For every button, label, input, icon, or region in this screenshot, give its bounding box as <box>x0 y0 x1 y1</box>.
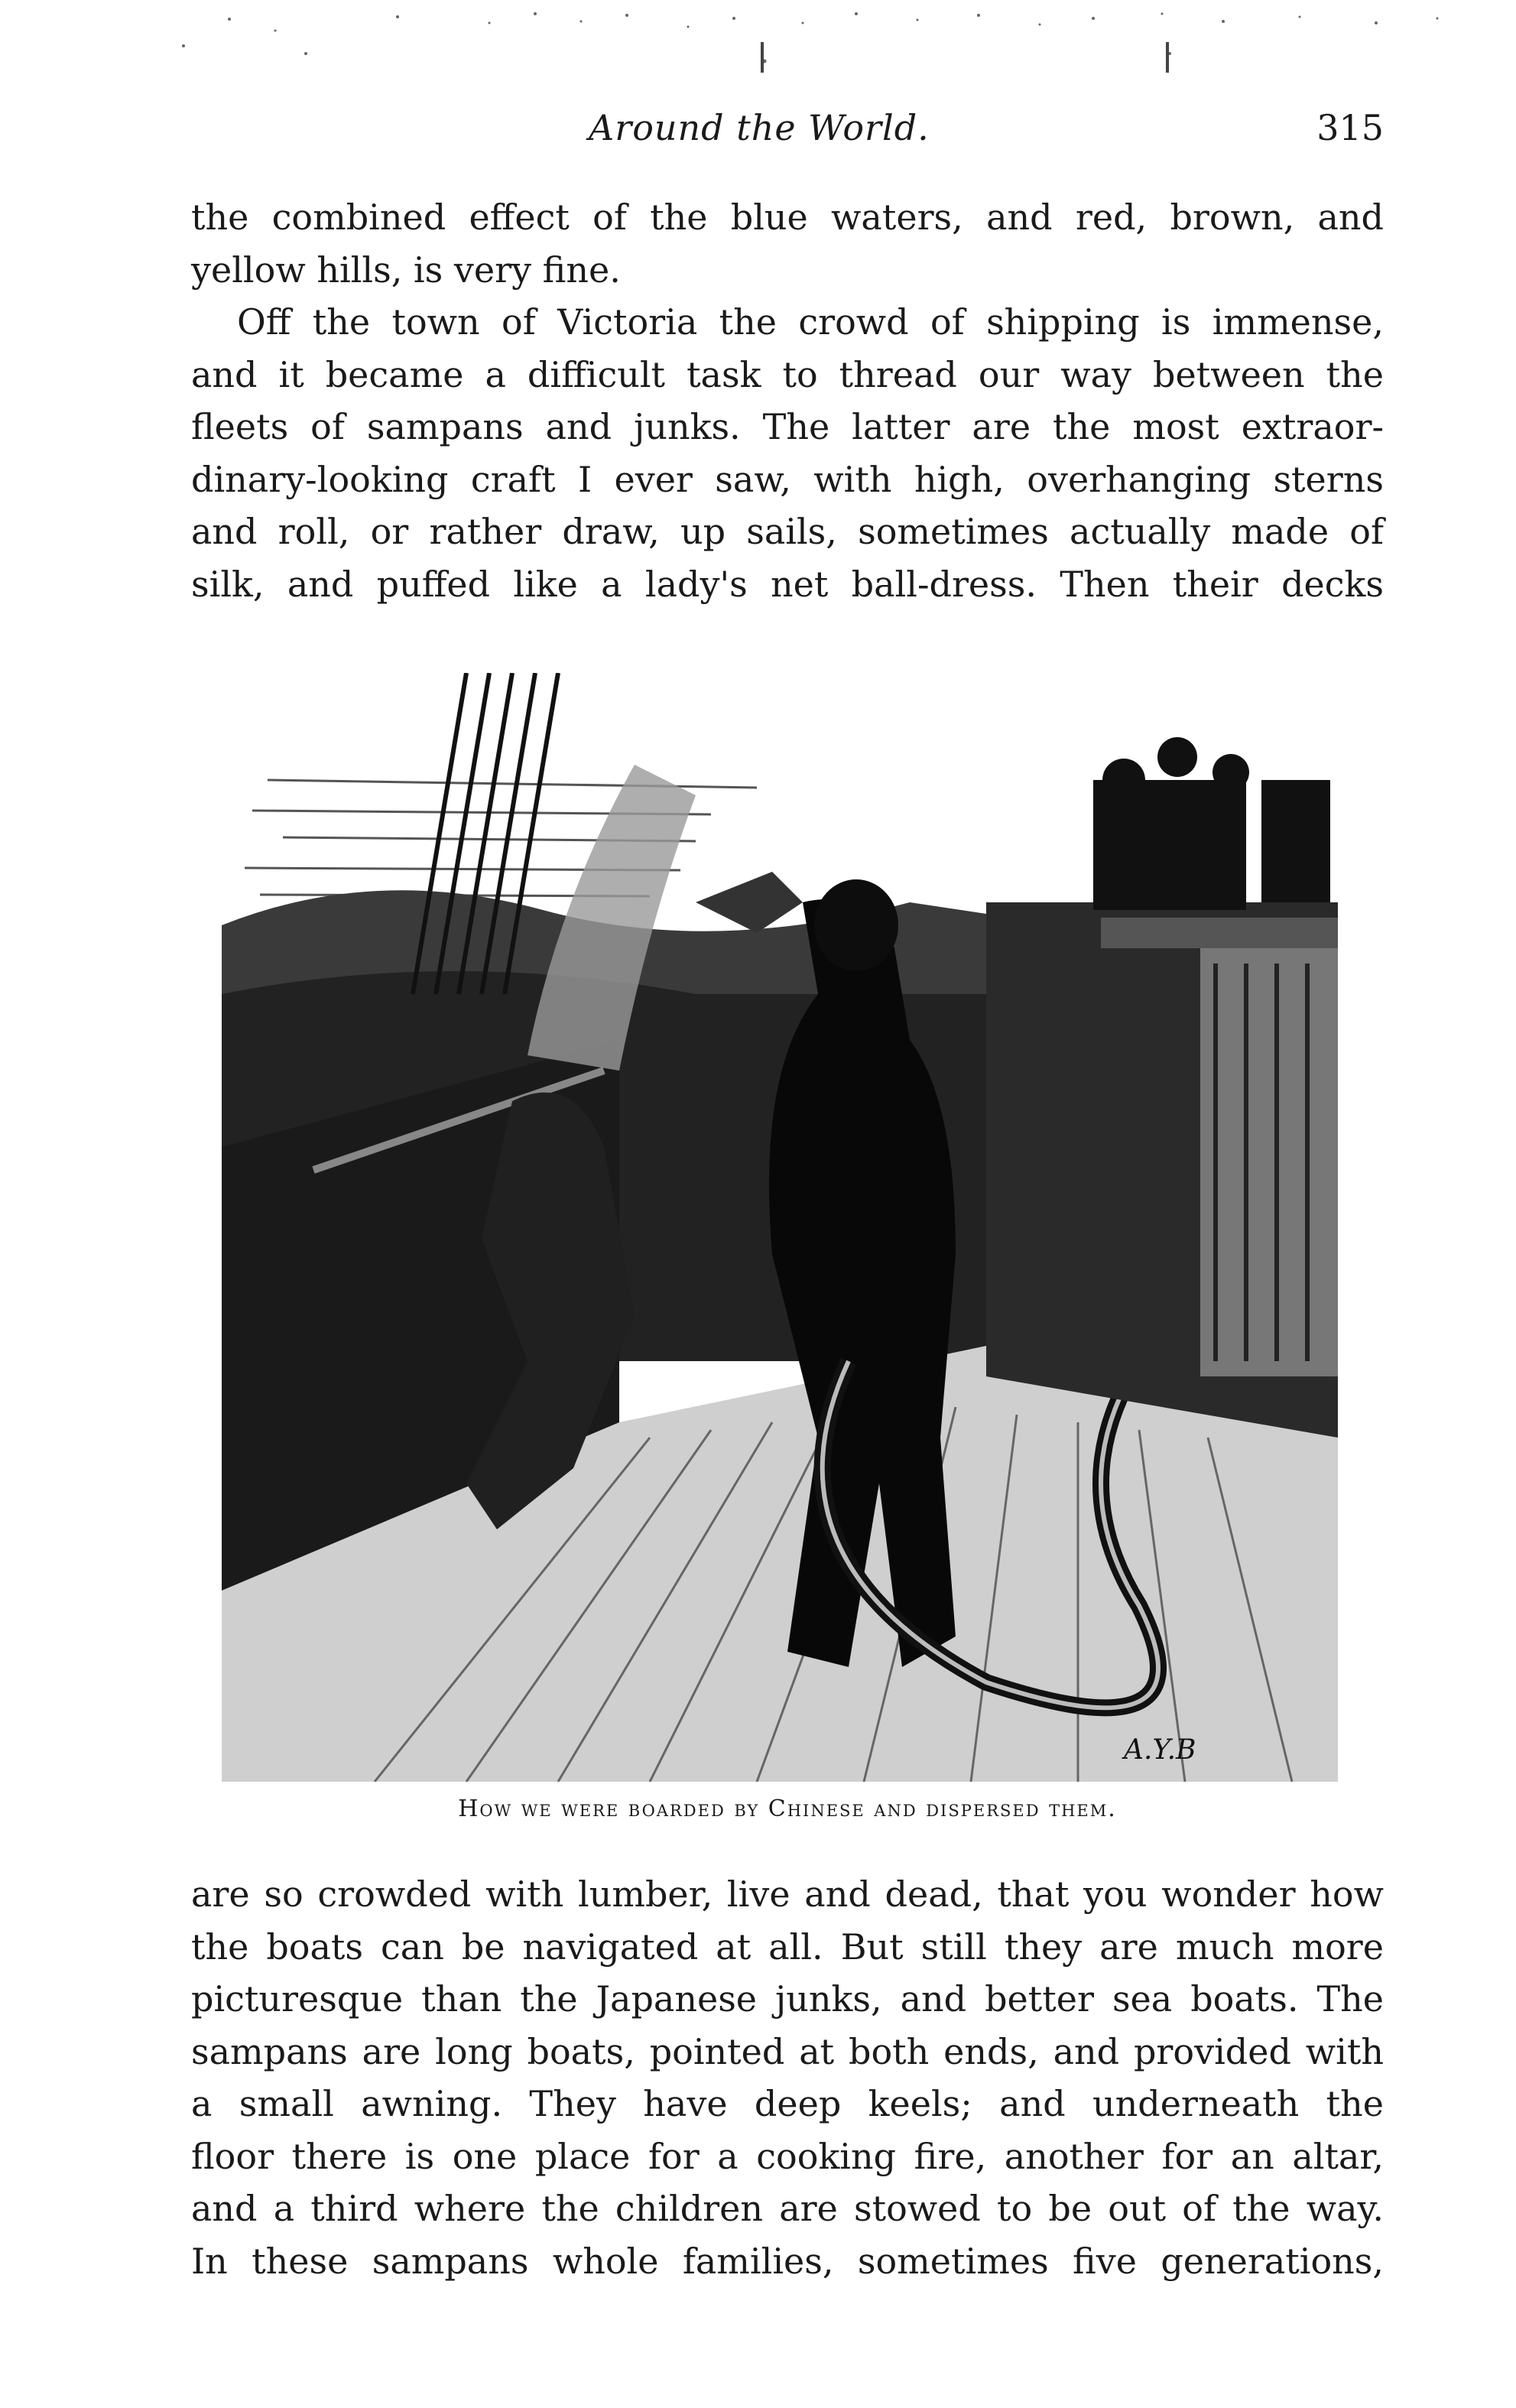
text-line: sampans are long boats, pointed at both ends, and provided with <box>191 2030 1384 2072</box>
top-text-block <box>191 191 1384 610</box>
paragraph <box>191 191 1384 296</box>
text-line: and a third where the children are stowed to be out of the way. <box>191 2188 1384 2229</box>
running-title: Around the World. <box>589 107 930 148</box>
text-line: dinary-looking craft I ever saw, with high, overhanging sterns <box>191 458 1384 500</box>
running-header <box>191 107 1384 168</box>
text-line: and roll, or rather draw, up sails, sometimes actually made of <box>191 511 1384 552</box>
illustration-caption: How we were boarded by Chinese and dispersed them. <box>458 1795 1117 1822</box>
text-line: and it became a difficult task to thread our way between the <box>191 353 1384 395</box>
paragraph <box>191 1868 1384 2287</box>
text-line: silk, and puffed like a lady's net ball-dress. Then their decks <box>191 563 1384 605</box>
page-number: 315 <box>1316 107 1384 148</box>
text-line: the boats can be navigated at all. But still they are much more <box>191 1925 1384 1968</box>
text-line: a small awning. They have deep keels; and underneath the <box>191 2083 1384 2124</box>
text-line: the combined effect of the blue waters, and red, brown, and <box>191 197 1384 238</box>
text-line: fleets of sampans and junks. The latter are the most extraor- <box>191 406 1384 447</box>
text-line: floor there is one place for a cooking fire, another for an altar, <box>191 2135 1384 2177</box>
engraving-illustration <box>222 673 1338 1782</box>
text-line: yellow hills, is very fine. <box>191 249 621 291</box>
engraver-signature: A.Y.B <box>1124 1734 1196 1766</box>
paragraph <box>191 296 1384 610</box>
text-line: are so crowded with lumber, live and dead, that you wonder how <box>191 1873 1384 1915</box>
bottom-text-block <box>191 1868 1384 2287</box>
scan-speckle <box>0 0 1516 99</box>
text-line: In these sampans whole families, sometimes five generations, <box>191 2240 1384 2282</box>
text-line: Off the town of Victoria the crowd of shipping is immense, <box>237 301 1384 343</box>
text-line: picturesque than the Japanese junks, and better sea boats. The <box>191 1978 1384 2020</box>
